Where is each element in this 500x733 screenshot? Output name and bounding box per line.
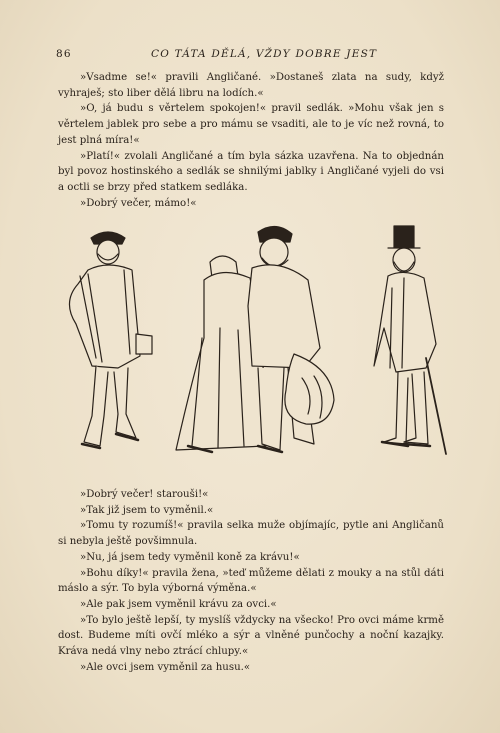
paragraph: »Ale ovci jsem vyměnil za husu.«	[80, 661, 251, 673]
paragraph: »To bylo ještě lepší, ty myslíš vždycky na všecko! Pro ovci máme krmě dost. Budeme míti ovčí mléko a sýr a vlněné punčochy a noční kazajky. Kráva nedá vlny nebo ztrácí chlupy.«	[58, 614, 444, 658]
paragraph: »Tak již jsem to vyměnil.«	[80, 504, 214, 516]
paragraph: »Nu, já jsem tedy vyměnil koně za krávu!«	[80, 551, 300, 563]
text-block-top	[58, 70, 444, 211]
paragraph: »Vsadme se!« pravili Angličané. »Dostaneš zlata na sudy, když vyhraješ; sto liber dělá libru na lodích.«	[58, 72, 444, 99]
page-number: 86	[56, 48, 72, 60]
paragraph: »O, já budu s věrtelem spokojen!« pravil sedlák. »Mohu však jen s věrtelem jablek pro sebe a pro mámu se vsaditi, ale to je víc než rovná, to jest plná míra!«	[58, 103, 444, 146]
page-header	[56, 48, 444, 62]
peasant-figure	[69, 232, 152, 448]
running-title: CO TÁTA DĚLÁ, VŽDY DOBRE JEST	[151, 48, 378, 60]
paragraph: »Ale pak jsem vyměnil krávu za ovci.«	[80, 598, 277, 610]
paragraph: »Tomu ty rozumíš!« pravila selka muže objímajíc, pytle ani Angličanů si nebyla ještě povšimnula.	[58, 520, 444, 548]
embracing-couple	[176, 226, 334, 452]
engraving-illustration	[52, 218, 452, 476]
illustration-figures	[52, 218, 452, 476]
paragraph: »Dobrý večer! starouši!«	[80, 489, 209, 500]
paragraph: »Bohu díky!« pravila žena, »teď můžeme dělati z mouky a na stůl dáti máslo a sýr. To byla výborná výměna.«	[58, 567, 444, 595]
text-block-bottom	[58, 487, 444, 675]
paragraph: »Dobrý večer, mámo!«	[80, 197, 197, 209]
englishman-figure	[374, 226, 446, 454]
paragraph: »Platí!« zvolali Angličané a tím byla sázka uzavřena. Na to objednán byl povoz hostinského a sedlák se shnilými jablky i Angličané vyjeli do vsi a octli se brzy před statkem sedláka.	[58, 150, 444, 193]
